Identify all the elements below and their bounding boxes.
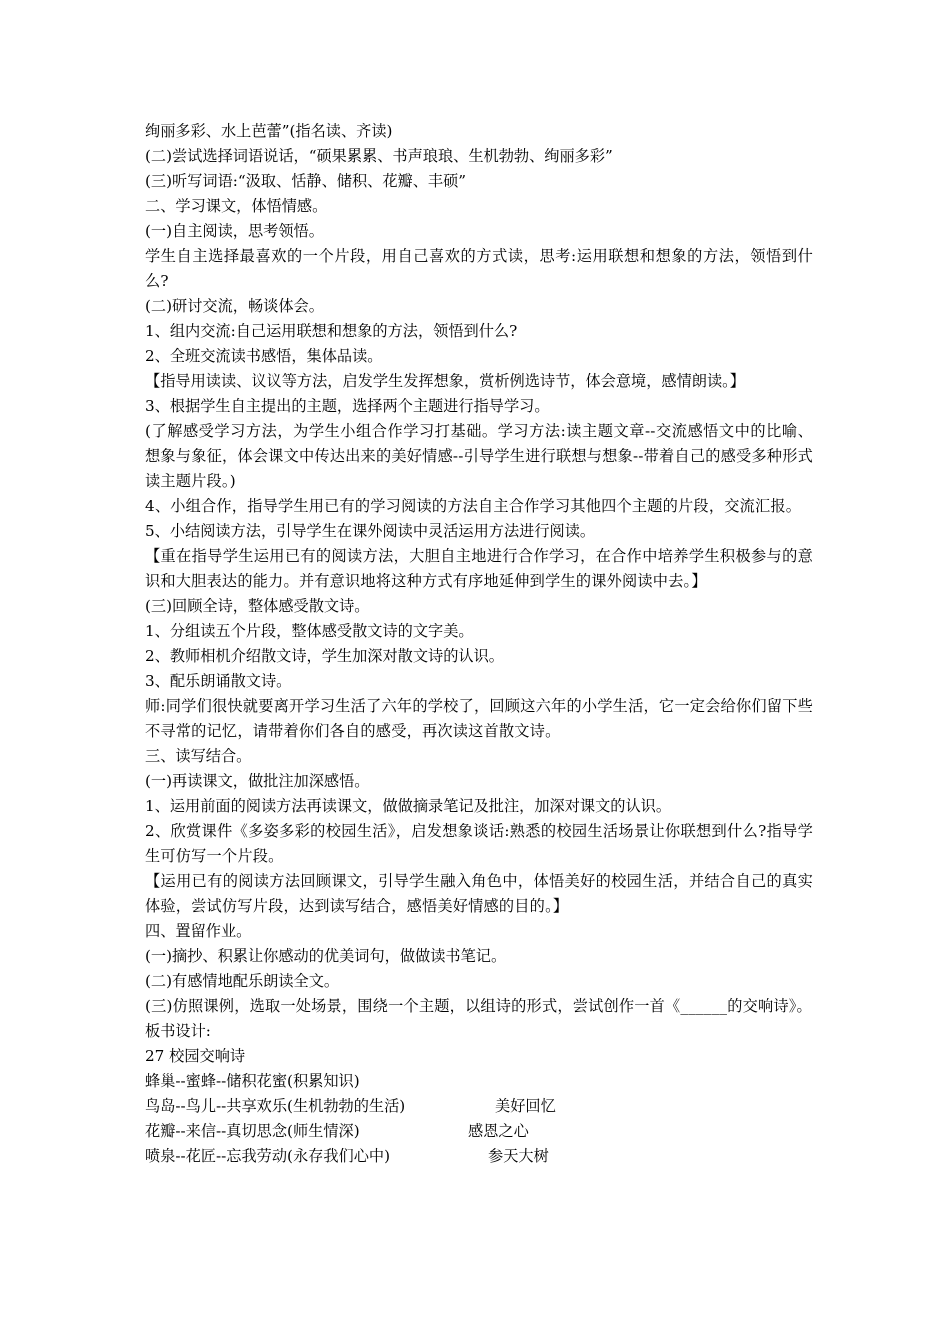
text-line: 1、运用前面的阅读方法再读课文，做做摘录笔记及批注，加深对课文的认识。 [145, 797, 672, 815]
text-line: (一)摘抄、积累让你感动的优美词句，做做读书笔记。 [145, 947, 507, 965]
text-line: 绚丽多彩、水上芭蕾”(指名读、齐读) [145, 122, 393, 140]
section-heading: 二、学习课文，体悟情感。 [145, 197, 328, 215]
paragraph: 4、小组合作，指导学生用已有的学习阅读的方法自主合作学习其他四个主题的片段，交流汇报。 [145, 497, 802, 515]
board-row-left: 喷泉--花匠--忘我劳动(永存我们心中) [145, 1147, 391, 1165]
section-heading: 四、置留作业。 [145, 922, 252, 940]
paragraph: 师:同学们很快就要离开学习生活了六年的学校了，回顾这六年的小学生活，它一定会给你们留下些不寻常的记忆，请带着你们各自的感受，再次读这首散文诗。 [145, 697, 813, 740]
board-row-right: 美好回忆 [495, 1097, 556, 1115]
board-design-label: 板书设计: [145, 1022, 211, 1040]
text-line: 1、分组读五个片段，整体感受散文诗的文字美。 [145, 622, 474, 640]
section-heading: 三、读写结合。 [145, 747, 252, 765]
text-line: 3、根据学生自主提出的主题，选择两个主题进行指导学习。 [145, 397, 550, 415]
board-row [145, 1119, 813, 1144]
paragraph: (三)仿照课例，选取一处场景，围绕一个主题，以组诗的形式，尝试创作一首《______的交响诗》。 [145, 997, 812, 1015]
text-line: (三)听写词语:“汲取、恬静、储积、花瓣、丰硕” [145, 172, 467, 190]
subsection-heading: (二)研讨交流，畅谈体会。 [145, 297, 324, 315]
board-row-left: 花瓣--来信--真切思念(师生情深) [145, 1122, 360, 1140]
text-line: (二)有感情地配乐朗读全文。 [145, 972, 340, 990]
paragraph: 学生自主选择最喜欢的一个片段，用自己喜欢的方式读，思考:运用联想和想象的方法，领悟到什么? [145, 247, 813, 290]
text-line: 2、教师相机介绍散文诗，学生加深对散文诗的认识。 [145, 647, 504, 665]
board-row-right: 参天大树 [488, 1147, 549, 1165]
note-line: 【指导用读读、议议等方法，启发学生发挥想象，赏析例选诗节，体会意境，感情朗读。】 [145, 372, 745, 390]
text-line: 1、组内交流:自己运用联想和想象的方法，领悟到什么? [145, 322, 518, 340]
note-paragraph: 【重在指导学生运用已有的阅读方法，大胆自主地进行合作学习，在合作中培养学生积极参与的意识和大胆表达的能力。并有意识地将这种方式有序地延伸到学生的课外阅读中去。】 [145, 547, 813, 590]
subsection-heading: (一)自主阅读，思考领悟。 [145, 222, 324, 240]
subsection-heading: (三)回顾全诗，整体感受散文诗。 [145, 597, 370, 615]
text-line: (二)尝试选择词语说话，“硕果累累、书声琅琅、生机勃勃、绚丽多彩” [145, 147, 613, 165]
document-body [145, 119, 813, 1169]
text-line: 2、全班交流读书感悟，集体品读。 [145, 347, 383, 365]
text-line: 5、小结阅读方法，引导学生在课外阅读中灵活运用方法进行阅读。 [145, 522, 596, 540]
board-row-right: 感恩之心 [468, 1122, 529, 1140]
paragraph: (了解感受学习方法，为学生小组合作学习打基础。学习方法:读主题文章--交流感悟文中的比喻、想象与象征，体会课文中传达出来的美好情感--引导学生进行联想与想象--带着自己的感受多种形式读主题片段。) [145, 422, 813, 490]
board-row [145, 1144, 813, 1169]
board-title: 27 校园交响诗 [145, 1047, 246, 1065]
text-line: 3、配乐朗诵散文诗。 [145, 672, 292, 690]
paragraph: 2、欣赏课件《多姿多彩的校园生活》，启发想象谈话:熟悉的校园生活场景让你联想到什么?指导学生可仿写一个片段。 [145, 822, 813, 865]
board-row [145, 1094, 813, 1119]
subsection-heading: (一)再读课文，做批注加深感悟。 [145, 772, 370, 790]
note-paragraph: 【运用已有的阅读方法回顾课文，引导学生融入角色中，体悟美好的校园生活，并结合自己的真实体验，尝试仿写片段，达到读写结合，感悟美好情感的目的。】 [145, 872, 813, 915]
board-row-left: 鸟岛--鸟儿--共享欢乐(生机勃勃的生活) [145, 1097, 406, 1115]
board-row: 蜂巢--蜜蜂--储积花蜜(积累知识) [145, 1072, 360, 1090]
